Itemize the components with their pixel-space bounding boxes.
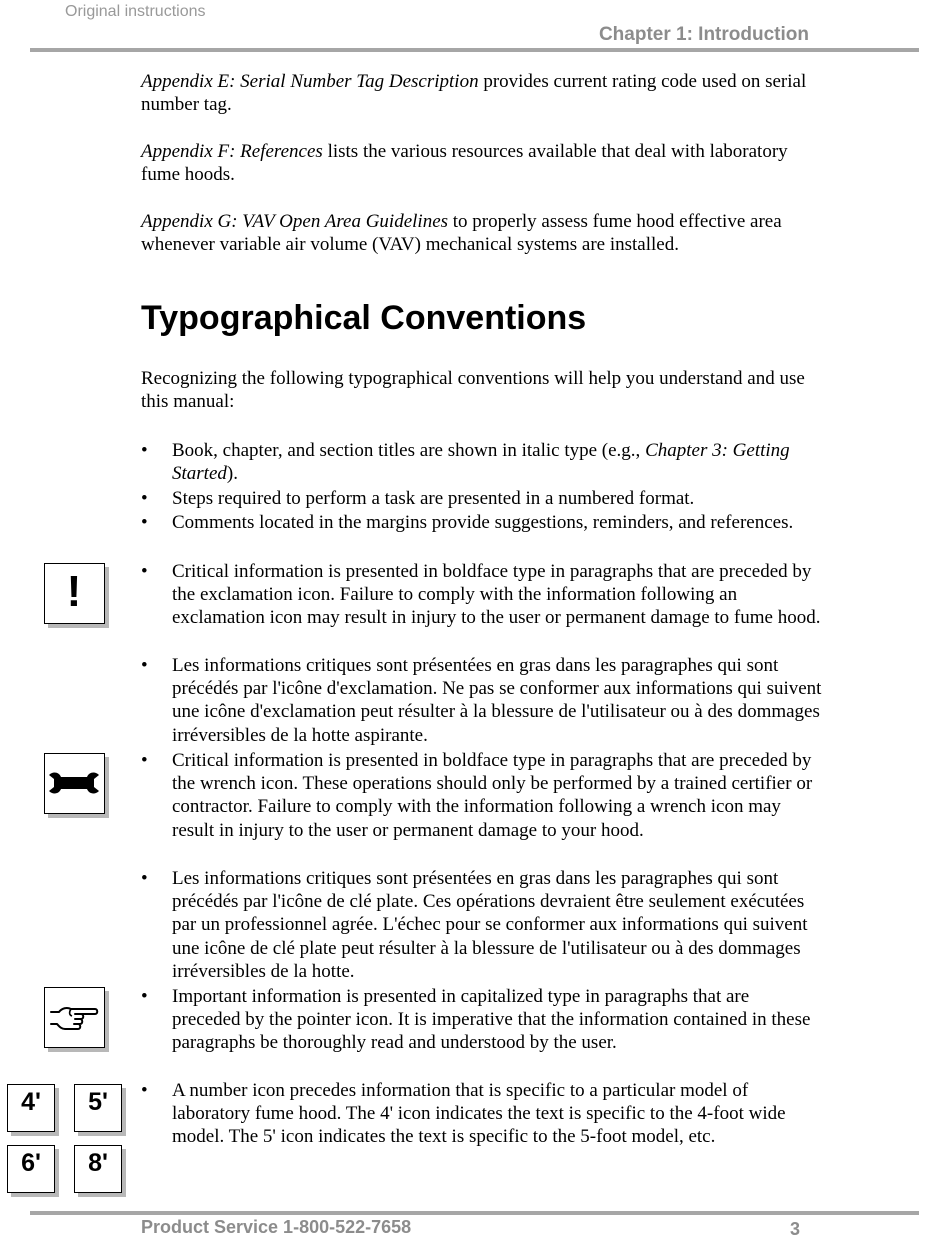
chapter-header: Chapter 1: Introduction [598, 24, 809, 45]
wrench-icon-graphic [45, 754, 103, 812]
product-service-phone: Product Service 1-800-522-7658 [141, 1217, 412, 1237]
appendix-g-title: Appendix G: VAV Open Area Guidelines [141, 211, 449, 232]
appendix-g-paragraph [141, 210, 821, 256]
wrench-icon [44, 753, 105, 814]
exclamation-icon [44, 563, 105, 624]
footer-rule [30, 1211, 919, 1215]
list-item-text-part: ). [226, 463, 238, 485]
bullet-symbol: • [141, 440, 148, 461]
appendix-e-paragraph [141, 70, 821, 116]
bullet-symbol: • [141, 868, 148, 889]
list-item-italic-title: Chapter 3: Getting Started [172, 440, 790, 485]
appendix-f-paragraph [141, 140, 821, 186]
bullet-symbol: • [141, 512, 148, 533]
number-icon-8ft: 8' [74, 1145, 122, 1193]
list-item-text: Steps required to perform a task are presented in a numbered format. [172, 488, 695, 509]
bullet-symbol: • [141, 986, 148, 1007]
section-lead: Recognizing the following typographical conventions will help you understand and use this manual: [141, 368, 805, 413]
list-item-text: Les informations critiques sont présentées en gras dans les paragraphes qui sont précédés par l'icône d'exclamation. Ne pas se conformer aux informations qui suivent une icône d'exclamation peut résulter à la blessure de l'utilisateur ou à des dommages irréversibles de la hotte aspirante. [172, 655, 822, 746]
number-icon-5ft: 5' [74, 1084, 122, 1132]
list-item-text: A number icon precedes information that is specific to a particular model of laboratory fume hood. The 4' icon indicates the text is specific to the 4-foot wide model. The 5' icon indicates the text is specific to the 5-foot model, etc. [172, 1080, 786, 1148]
pointer-hand-icon [44, 987, 105, 1048]
pointer-hand-graphic [45, 988, 103, 1046]
list-item-text: Critical information is presented in boldface type in paragraphs that are preceded by the exclamation icon. Failure to comply with the information following an exclamation icon may result in injury to the user or permanent damage to fume hood. [172, 561, 821, 629]
list-item-text [172, 439, 822, 485]
appendix-f-text: lists the various resources available that deal with laboratory fume hoods. [141, 141, 788, 186]
exclamation-icon-glyph: ! [66, 567, 82, 616]
section-heading: Typographical Conventions [141, 299, 587, 337]
appendix-g-text: to properly assess fume hood effective area whenever variable air volume (VAV) mechanical systems are installed. [141, 211, 782, 256]
header-rule [30, 48, 919, 52]
page-number: 3 [790, 1219, 801, 1239]
bullet-symbol: • [141, 488, 148, 509]
bullet-symbol: • [141, 1080, 148, 1101]
list-item-text: Les informations critiques sont présentées en gras dans les paragraphes qui sont précédés par l'icône de clé plate. Ces opérations devraient être seulement exécutées par un professionnel agrée. L'échec pour se conformer aux informations qui suivent une icône de clé plate peut résulter à la blessure de l'utilisateur ou à des dommages irréversibles de la hotte. [172, 868, 808, 982]
list-item-text: Critical information is presented in boldface type in paragraphs that are preceded by the wrench icon. These operations should only be performed by a trained certifier or contractor. Failure to comply with the information following a wrench icon may result in injury to the user or permanent damage to your hood. [172, 750, 813, 841]
bullet-symbol: • [141, 561, 148, 582]
bullet-symbol: • [141, 655, 148, 676]
appendix-e-text: provides current rating code used on serial number tag. [141, 71, 807, 116]
appendix-f-title: Appendix F: References [141, 141, 323, 162]
number-icon-6ft: 6' [7, 1145, 55, 1193]
bullet-symbol: • [141, 750, 148, 771]
number-icon-4ft: 4' [7, 1084, 55, 1132]
list-item-text-part: Book, chapter, and section titles are shown in italic type (e.g., [172, 440, 646, 461]
original-instructions-note: Original instructions [65, 3, 206, 20]
appendix-e-title: Appendix E: Serial Number Tag Description [141, 71, 479, 92]
list-item-text: Comments located in the margins provide suggestions, reminders, and references. [172, 512, 794, 533]
list-item-text: Important information is presented in capitalized type in paragraphs that are preceded by the pointer icon. It is imperative that the information contained in these paragraphs be thoroughly read and understood by the user. [172, 986, 811, 1054]
